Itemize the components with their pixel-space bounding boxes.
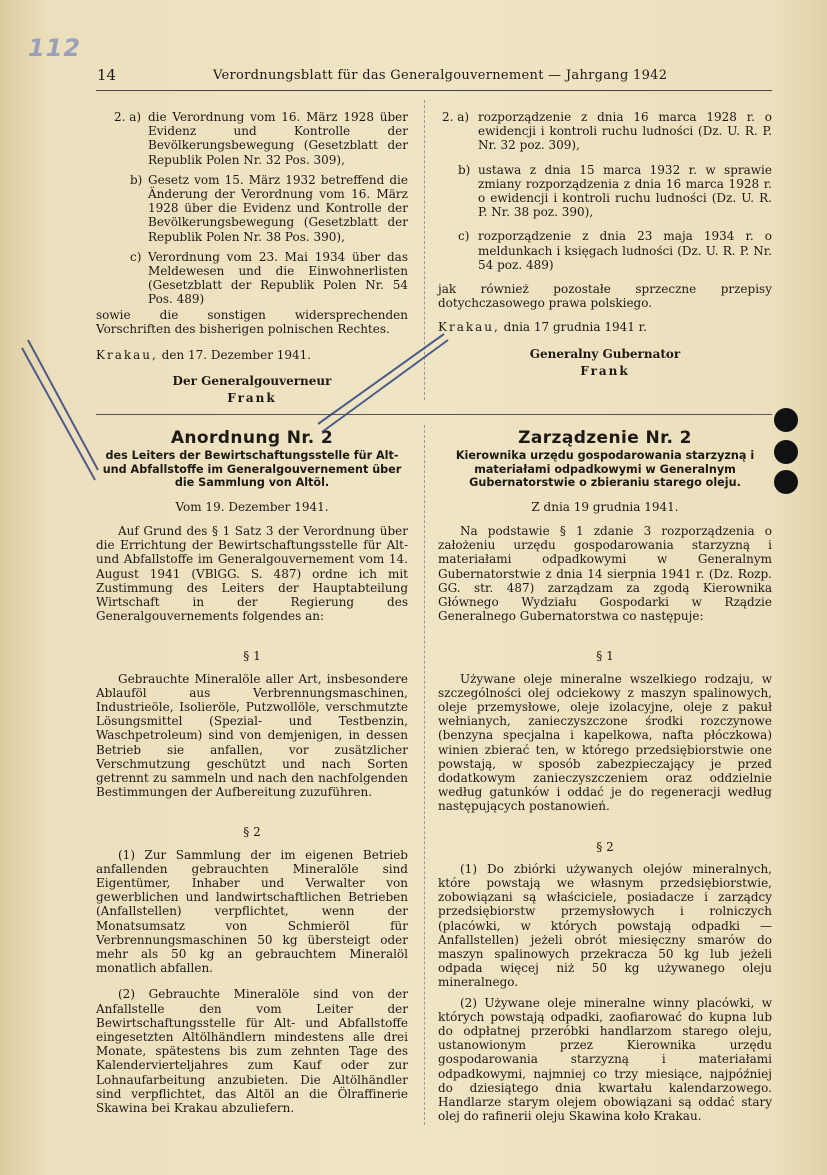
ordinance-date: Z dnia 19 grudnia 1941. (531, 499, 679, 514)
section-rule (96, 414, 772, 415)
column-divider-bottom (424, 425, 425, 1125)
item-label: 2. a) (114, 110, 142, 124)
section-text: (2) Używane oleje mineralne winny placówki, w których powstają odpadki, zaofiarować do kupna lub do odpłatnej przeróbki handlarzom starego oleju, ustanowionym przez Kierownika urzędu gospodarowania starzyzną i materiałami odpadkowymi, najmniej co trzy miesiące, najpóźniej do dziesiątego dnia kwartału kalendarzowego. Handlarze starym olejem obowiązani są oddać stary olej do rafinerii oleju Skawina koło Krakau. (438, 995, 772, 1124)
list-item (438, 163, 772, 220)
signer-title: Generalny Gubernator (529, 346, 681, 361)
punch-hole (774, 408, 798, 432)
section-text: (1) Do zbiórki używanych olejów mineralnych, które powstają we własnym przedsiębiorstwie, zobowiązani są właściciele, posiadacze i zarządcy przedsiębiorstw przemysłowych i rolniczych (placówki, w których powstają odpadki — Anfallstellen) jeżeli obrót miesięczny smarów do maszyn spalinowych przekracza 50 kg lub jeżeli odpada więcej niż 50 kg używanego oleju mineralnego. (438, 861, 772, 990)
item-text: die Verordnung vom 16. März 1928 über Evidenz und Kontrolle der Bevölkerungsbewegung (Gesetzblatt der Republik Polen Nr. 32 Pos. 309), (148, 110, 408, 167)
ordinance-subtitle: des Leiters der Bewirtschaftungsstelle für Alt- und Abfallstoffe im Generalgouvernement über die Sammlung von Altöl. (102, 449, 402, 490)
date-text: dnia 17 grudnia 1941 r. (503, 320, 647, 335)
header-rule (96, 90, 772, 91)
punch-hole (774, 470, 798, 494)
item-text: Verordnung vom 23. Mai 1934 über das Meldewesen und die Einwohnerlisten (Gesetzblatt der Republik Polen Nr. 54 Pos. 489) (148, 249, 408, 307)
column-divider-top (424, 100, 425, 400)
signer-name: Frank (227, 391, 277, 406)
item-text: ustawa z dnia 15 marca 1932 r. w sprawie zmiany rozporządzenia z dnia 16 marca 1928 r. o ewidencji i kontroli ruchu ludności (Dz. U. R. P. Nr. 38 poz. 390), (478, 162, 772, 220)
closing-text: jak również pozostałe sprzeczne przepisy dotychczasowego prawa polskiego. (438, 282, 772, 311)
list-item (438, 229, 772, 272)
section-mark: § 1 (596, 649, 614, 664)
ordinance-date: Vom 19. Dezember 1941. (175, 499, 329, 514)
item-label: 2. a) (442, 110, 470, 124)
ordinance-subtitle: Kierownika urzędu gospodarowania starzyzną i materiałami odpadkowymi w Generalnym Gubernatorstwie o zbieraniu starego oleju. (455, 449, 755, 490)
running-title: Verordnungsblatt für das Generalgouvernement — Jahrgang 1942 (213, 68, 668, 83)
ordinance-title: Zarządzenie Nr. 2 (518, 428, 692, 448)
item-label: b) (130, 172, 143, 187)
list-item (96, 110, 408, 167)
item-label: c) (130, 249, 142, 264)
section-text: Gebrauchte Mineralöle aller Art, insbesondere Ablauföl aus Verbrennungsmaschinen, Industrieöle, Isolieröle, Putzwollöle, verschmutzte Lösungsmittel (Spezial- und Testbenzin, Waschpetroleum) sind von demjenigen, in dessen Betrieb sie anfallen, vor zusätzlicher Verschmutzung geschützt und nach Sorten getrennt zu sammeln und nach den nachfolgenden Bestimmungen der Aufbereitung zuzuführen. (96, 671, 408, 800)
date-text: den 17. Dezember 1941. (161, 348, 312, 363)
place-date (96, 348, 408, 362)
closing-text: sowie die sonstigen widersprechenden Vorschriften des bisherigen polnischen Rechtes. (96, 307, 408, 336)
section-text: (1) Zur Sammlung der im eigenen Betrieb anfallenden gebrauchten Mineralöle sind Eigentümer, Inhaber und Verwalter von gewerblichen und landwirtschaftlichen Betrieben (Anfallstellen) verpflichtet, wenn der Monatsumsatz von Schmieröl für Verbrennungsmaschinen 50 kg übersteigt oder mehr als 50 kg an gebrauchtem Mineralöl monatlich abfallen. (96, 847, 408, 976)
item-text: Gesetz vom 15. März 1932 betreffend die Änderung der Verordnung vom 16. März 1928 über die Evidenz und Kontrolle der Bevölkerungsbewegung (Gesetzblatt der Republik Polen Nr. 38 Pos. 390), (148, 172, 408, 244)
prev-ordinance-german (96, 110, 408, 406)
item-text: rozporządzenie z dnia 23 maja 1934 r. o meldunkach i księgach ludności (Dz. U. R. P. Nr. 54 poz. 489) (478, 229, 772, 272)
signer-title: Der Generalgouverneur (172, 374, 332, 389)
ordinance-polish (438, 428, 772, 1124)
ordinance-german (96, 428, 408, 1116)
preamble: Auf Grund des § 1 Satz 3 der Verordnung über die Errichtung der Bewirtschaftungsstelle für Alt- und Abfallstoffe im Generalgouvernement vom 14. August 1941 (VBlGG. S. 487) ordne ich mit Zustimmung des Leiters der Hauptabteilung Wirtschaft in der Regierung des Generalgouvernements folgendes an: (96, 523, 408, 624)
place-date (438, 320, 772, 334)
list-item (438, 110, 772, 153)
section-mark: § 2 (243, 825, 261, 840)
prev-ordinance-polish (438, 110, 772, 378)
section-text: (2) Gebrauchte Mineralöle sind von der Anfallstelle den vom Leiter der Bewirtschaftungsstelle für Alt- und Abfallstoffe eingesetzten Altölhändlern mindestens alle drei Monate, spätestens bis zum zehnten Tage des Kalendervierteljahres zum Kauf oder zur Lohnaufarbeitung anzubieten. Die Altölhändler sind verpflichtet, das Altöl an die Ölraffinerie Skawina bei Krakau abzuliefern. (96, 987, 408, 1116)
page-number: 14 (97, 66, 117, 84)
pencil-page-number: 112 (28, 34, 82, 62)
list-item (96, 173, 408, 244)
preamble: Na podstawie § 1 zdanie 3 rozporządzenia o założeniu urzędu gospodarowania starzyzną i materiałami odpadkowymi w Generalnym Gubernatorstwie z dnia 14 sierpnia 1941 r. (Dz. Rozp. GG. str. 487) zarządzam za zgodą Kierownika Głównego Wydziału Gospodarki w Rządzie Generalnego Gubernatorstwa co następuje: (438, 523, 772, 624)
signer-name: Frank (580, 363, 630, 378)
item-label: c) (458, 229, 470, 244)
ordinance-title: Anordnung Nr. 2 (170, 428, 334, 448)
place-city: Krakau, (438, 320, 500, 335)
section-mark: § 2 (596, 839, 614, 854)
item-label: b) (458, 162, 471, 177)
section-text: Używane oleje mineralne wszelkiego rodzaju, w szczególności olej odciekowy z maszyn spalinowych, oleje przemysłowe, oleje izolacyjne, oleje z pakuł wełnianych, zanieczyszczone środki rozczynowe (benzyna specjalna i kapelkowa, nafta płóczkowa) winien zbierać ten, w którego przedsiębiorstwie one powstają, w sposób zabezpieczający je przed dodatkowym zanieczyszczeniem oraz oddzielnie według gatunków i oddać je do regeneracji według następujących postanowień. (438, 671, 772, 814)
section-mark: § 1 (243, 649, 261, 664)
item-text: rozporządzenie z dnia 16 marca 1928 r. o ewidencji i kontroli ruchu ludności (Dz. U. R. P. Nr. 32 poz. 309), (478, 110, 772, 153)
place-city: Krakau, (96, 348, 158, 363)
list-item (96, 250, 408, 307)
punch-hole (774, 440, 798, 464)
